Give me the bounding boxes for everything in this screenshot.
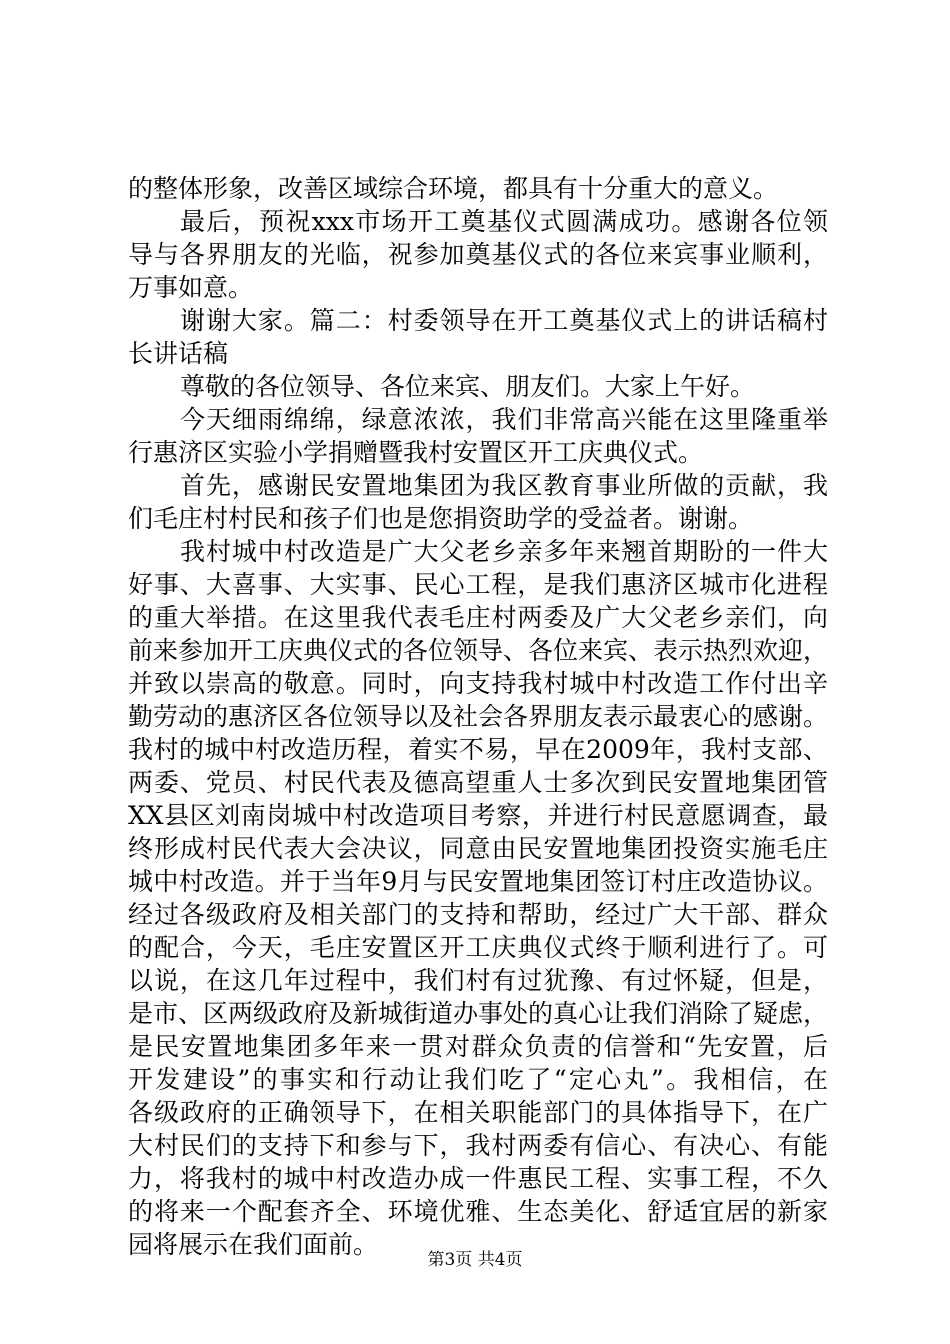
document-body xyxy=(128,172,828,1261)
text-line: 大村民们的支持下和参与下，我村两委有信心、有决心、有能 xyxy=(128,1131,828,1160)
text-line: 各级政府的正确领导下，在相关职能部门的具体指导下，在广 xyxy=(128,1098,828,1127)
paragraph-start: 今天细雨绵绵，绿意浓浓，我们非常高兴能在这里隆重举 xyxy=(180,405,828,434)
text-line: 前来参加开工庆典仪式的各位领导、各位来宾、表示热烈欢迎， xyxy=(128,636,829,665)
text-line: 开发建设”的事实和行动让我们吃了“定心丸”。我相信，在 xyxy=(128,1065,828,1094)
paragraph-start: 我村城中村改造是广大父老乡亲多年来翘首期盼的一件大 xyxy=(180,537,828,566)
text-line: 好事、大喜事、大实事、民心工程，是我们惠济区城市化进程 xyxy=(128,570,828,599)
text-line: 终形成村民代表大会决议，同意由民安置地集团投资实施毛庄 xyxy=(128,834,828,863)
text-line: 导与各界朋友的光临，祝参加奠基仪式的各位来宾事业顺利， xyxy=(128,240,828,269)
text-line: 我村的城中村改造历程，着实不易，早在2009年，我村支部、 xyxy=(128,735,828,764)
paragraph-start: 谢谢大家。篇二：村委领导在开工奠基仪式上的讲话稿村 xyxy=(180,306,828,335)
text-line: 是市、区两级政府及新城街道办事处的真心让我们消除了疑虑， xyxy=(128,999,829,1028)
text-line: 城中村改造。并于当年9月与民安置地集团签订村庄改造协议。 xyxy=(128,867,828,896)
paragraph-start: 最后，预祝xxx市场开工奠基仪式圆满成功。感谢各位领 xyxy=(180,207,828,236)
text-line: 是民安置地集团多年来一贯对群众负责的信誉和“先安置，后 xyxy=(128,1032,828,1061)
text-line: 园将展示在我们面前。 xyxy=(128,1230,379,1259)
text-line: 长讲话稿 xyxy=(128,339,229,368)
page-number: 第3页 共4页 xyxy=(427,1250,523,1270)
text-line: 两委、党员、村民代表及德高望重人士多次到民安置地集团管 xyxy=(128,768,828,797)
text-line: XX县区刘南岗城中村改造项目考察，并进行村民意愿调查，最 xyxy=(128,801,828,830)
text-line: 力，将我村的城中村改造办成一件惠民工程、实事工程，不久 xyxy=(128,1164,828,1193)
text-line: 们毛庄村村民和孩子们也是您捐资助学的受益者。谢谢。 xyxy=(128,504,754,533)
text-line: 的重大举措。在这里我代表毛庄村两委及广大父老乡亲们，向 xyxy=(128,603,828,632)
text-line: 的整体形象，改善区域综合环境，都具有十分重大的意义。 xyxy=(128,174,779,203)
paragraph-start: 尊敬的各位领导、各位来宾、朋友们。大家上午好。 xyxy=(180,372,756,401)
text-line: 经过各级政府及相关部门的支持和帮助，经过广大干部、群众 xyxy=(128,900,828,929)
text-line: 并致以崇高的敬意。同时，向支持我村城中村改造工作付出辛 xyxy=(128,669,828,698)
paragraph-start: 首先，感谢民安置地集团为我区教育事业所做的贡献，我 xyxy=(180,471,828,500)
text-line: 的将来一个配套齐全、环境优雅、生态美化、舒适宜居的新家 xyxy=(128,1197,828,1226)
text-line: 以说，在这几年过程中，我们村有过犹豫、有过怀疑，但是， xyxy=(128,966,828,995)
text-line: 勤劳动的惠济区各位领导以及社会各界朋友表示最衷心的感谢。 xyxy=(128,702,829,731)
text-line: 万事如意。 xyxy=(128,273,254,302)
text-line: 行惠济区实验小学捐赠暨我村安置区开工庆典仪式。 xyxy=(128,438,704,467)
text-line: 的配合，今天，毛庄安置区开工庆典仪式终于顺利进行了。可 xyxy=(128,933,828,962)
